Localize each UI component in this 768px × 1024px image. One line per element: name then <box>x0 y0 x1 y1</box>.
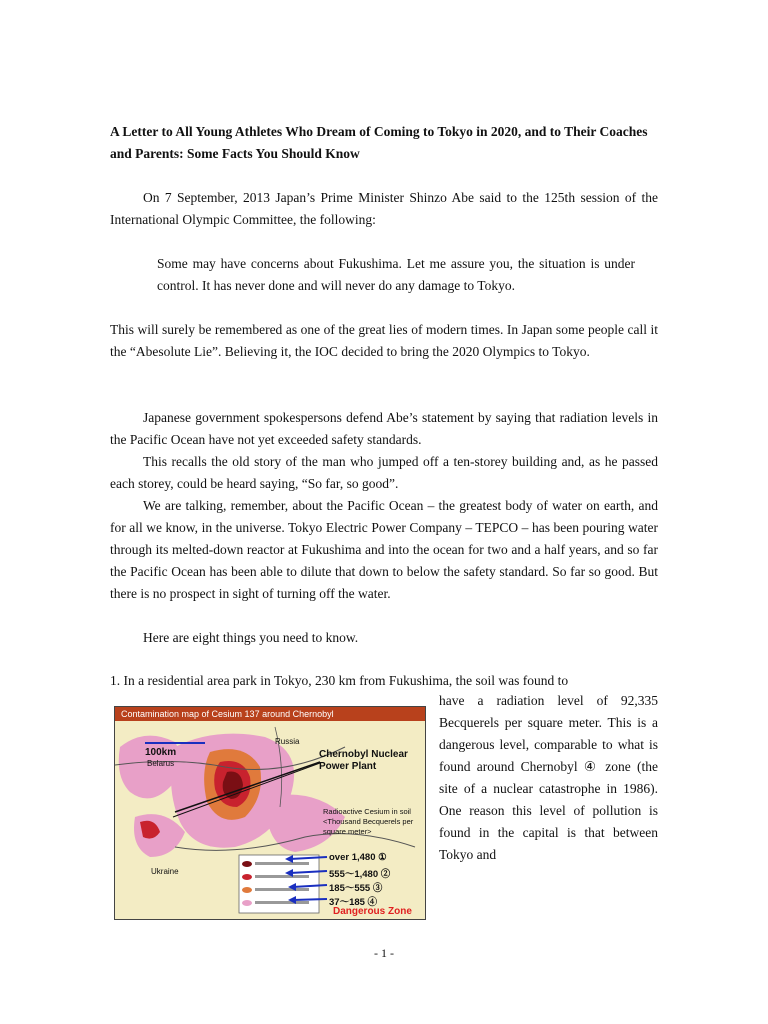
map-country-belarus: Belarus <box>147 759 175 768</box>
paragraph-spokespersons: Japanese government spokespersons defend Abe’s statement by saying that radiation levels in the Pacific Ocean have not yet exceeded safety standards. <box>110 410 658 447</box>
page-number: - 1 - <box>374 946 394 960</box>
map-legend-2: 555～1,480 ② <box>329 869 391 880</box>
chernobyl-contamination-map <box>114 706 426 920</box>
map-danger-label: Dangerous Zone <box>333 906 412 917</box>
paragraph-absolute-lie: This will surely be remembered as one of the great lies of modern times. In Japan some people call it the “Abesolute Lie”. Believing it, the IOC decided to bring the 2020 Olympics to Tokyo. <box>110 322 658 359</box>
list-item-1-lead: 1. In a residential area park in Tokyo, 230 km from Fukushima, the soil was found to <box>110 673 569 688</box>
map-scale-label: 100km <box>145 747 177 758</box>
map-country-russia: Russia <box>275 737 300 746</box>
paragraph-eight-things: Here are eight things you need to know. <box>143 630 359 645</box>
map-legend-title: Radioactive Cesium in soil <Thousand Becquerels per square meter> <box>323 807 414 836</box>
paragraph-abe-speech: On 7 September, 2013 Japan’s Prime Minister Shinzo Abe said to the 125th session of the International Olympic Committee, the following: <box>110 190 658 227</box>
map-country-ukraine: Ukraine <box>151 867 179 876</box>
map-plant-label: Chernobyl Nuclear Power Plant <box>319 749 408 772</box>
paragraph-pacific-ocean: We are talking, remember, about the Pacific Ocean – the greatest body of water on earth, and for all we know, in the universe. Tokyo Electric Power Company – TEPCO – has been pouring water through its melted-down reactor at Fukushima and into the ocean for two and a half years, and so far the Pacific Ocean has been able to dilute that down to below the safety standard. So far so good. But there is no prospect in sight of turning off the water. <box>110 498 658 601</box>
paragraph-ten-storey: This recalls the old story of the man who jumped off a ten-storey building and, as he passed each storey, could be heard saying, “So far, so good”. <box>110 454 658 491</box>
map-legend-4: 37～185 ④ <box>329 897 378 908</box>
block-quote: Some may have concerns about Fukushima. Let me assure you, the situation is under control. It has never done and will never do any damage to Tokyo. <box>157 256 635 293</box>
list-item-1-continuation: have a radiation level of 92,335 Becquerels per square meter. This is a dangerous level, comparable to what is found around Chernobyl ④ zone (the site of a nuclear catastrophe in 1986). One reason this level of pollution is found in the capital is that between Tokyo and <box>439 693 658 862</box>
document-title: A Letter to All Young Athletes Who Dream of Coming to Tokyo in 2020, and to Their Coaches and Parents: Some Facts You Should Know <box>110 124 648 161</box>
map-legend-1: over 1,480 ① <box>329 852 387 863</box>
map-legend-3: 185～555 ③ <box>329 883 383 894</box>
map-title: Contamination map of Cesium 137 around Chernobyl <box>115 707 426 721</box>
